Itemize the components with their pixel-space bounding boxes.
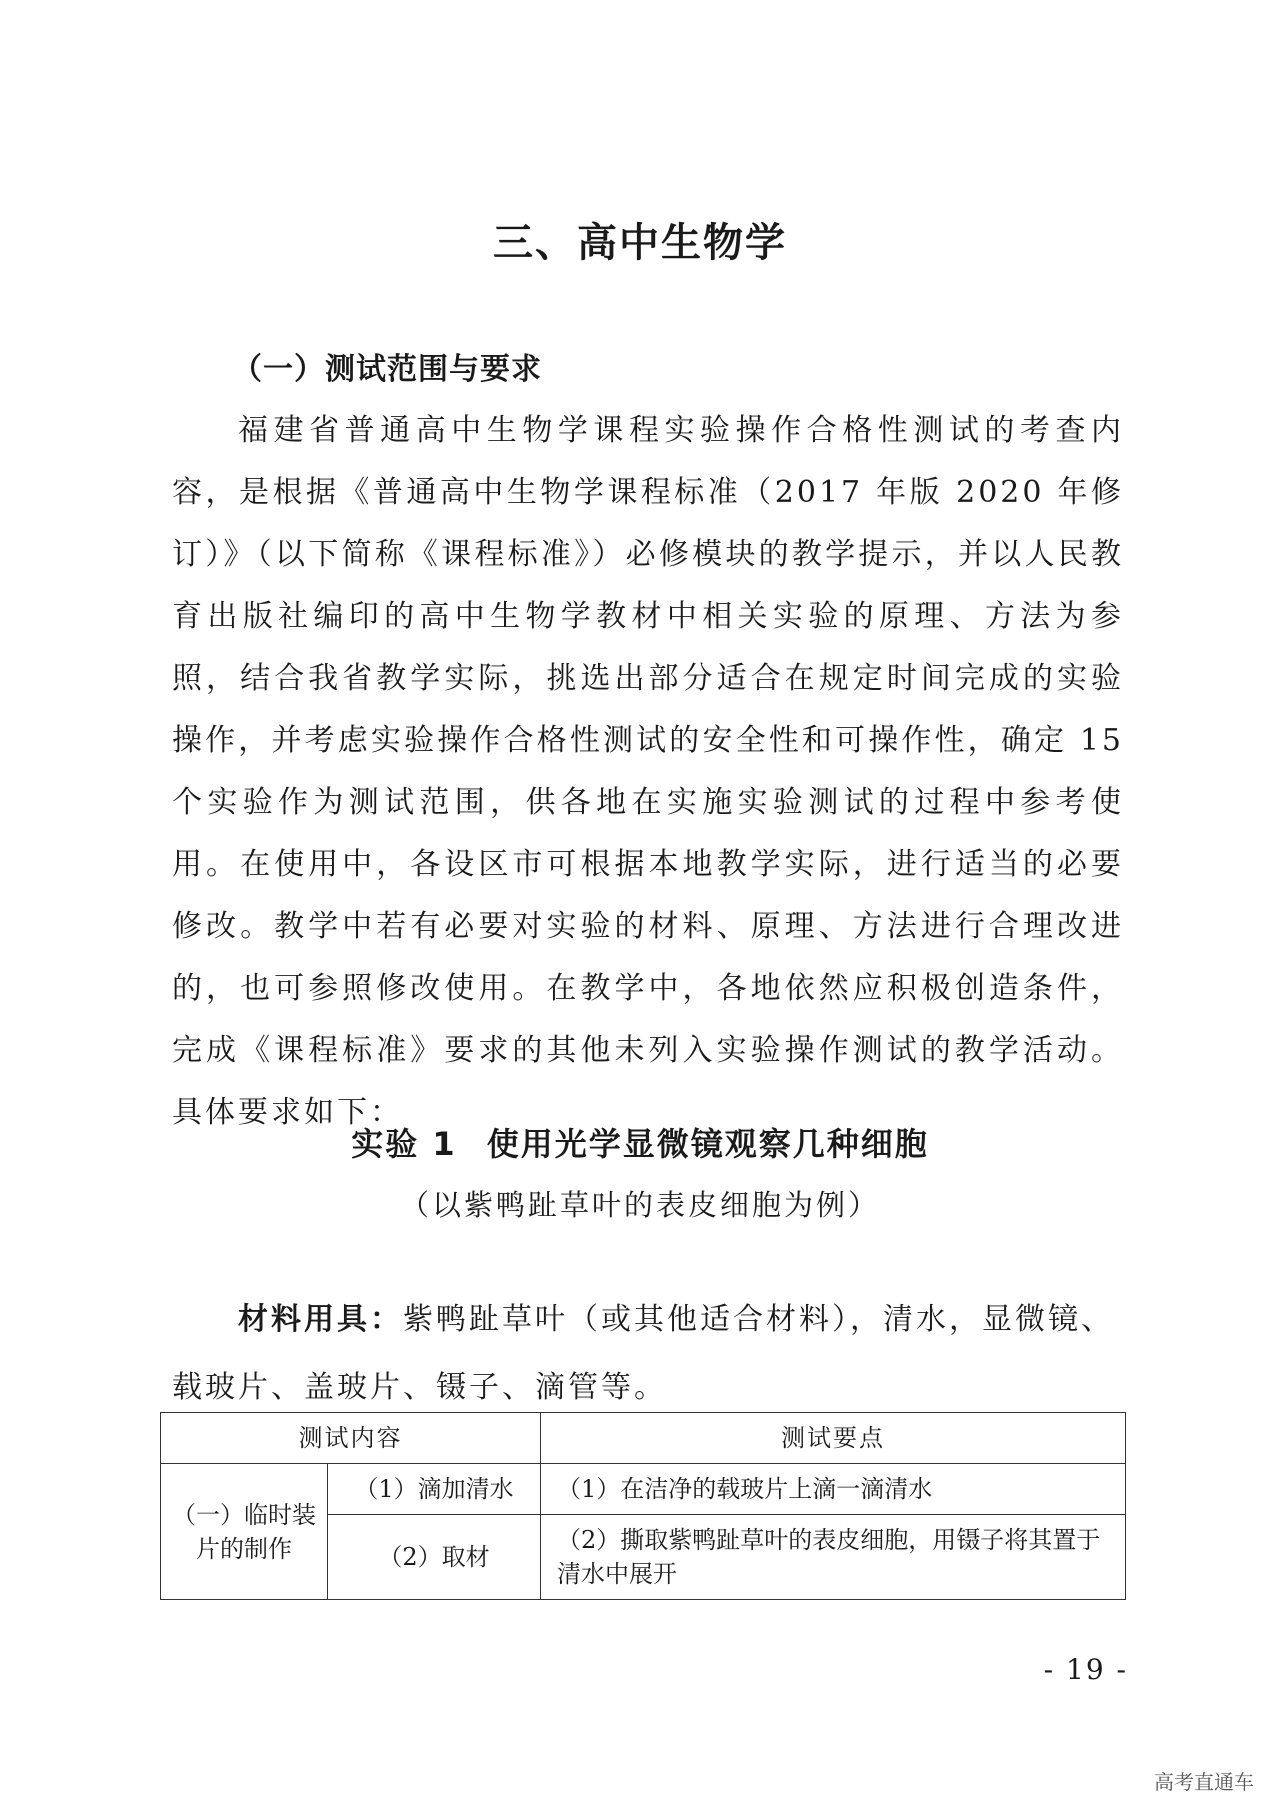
- experiment-subtitle: （以紫鸭趾草叶的表皮细胞为例）: [399, 1188, 880, 1222]
- table-row: [161, 1464, 1126, 1515]
- table-point-cell: （2）撕取紫鸭趾草叶的表皮细胞，用镊子将其置于清水中展开: [541, 1515, 1126, 1600]
- test-table: [160, 1412, 1126, 1600]
- experiment-name: 使用光学显微镜观察几种细胞: [486, 1125, 929, 1163]
- table-header-row: [161, 1413, 1126, 1464]
- experiment-title: [0, 1120, 1280, 1168]
- section-heading: （一）测试范围与要求: [232, 352, 542, 387]
- page-number: - 19 -: [1043, 1653, 1128, 1686]
- table-item-cell: （1）滴加清水: [328, 1464, 541, 1515]
- section-paragraph: 福建省普通高中生物学课程实验操作合格性测试的考查内容，是根据《普通高中生物学课程标准（2017 年版 2020 年修订）》（以下简称《课程标准》）必修模块的教学提示，并以人民教育出版社编印的高中生物学教材中相关实验的原理、方法为参照，结合我省教学实际，挑选出部分适合在规定时间完成的实验操作，并考虑实验操作合格性测试的安全性和可操作性，确定 15 个实验作为测试范围，供各地在实施实验测试的过程中参考使用。在使用中，各设区市可根据本地教学实际，进行适当的必要修改。教学中若有必要对实验的材料、原理、方法进行合理改进的，也可参照修改使用。在教学中，各地依然应积极创造条件，完成《课程标准》要求的其他未列入实验操作测试的教学活动。具体要求如下：: [172, 413, 1124, 1130]
- chapter-title: 三、高中生物学: [493, 220, 787, 266]
- header-test-points: 测试要点: [541, 1413, 1126, 1464]
- materials-paragraph: [172, 1286, 1124, 1422]
- table-item-cell: （2）取材: [328, 1515, 541, 1600]
- header-test-content: 测试内容: [161, 1413, 541, 1464]
- watermark: 高考直通车: [1154, 1770, 1254, 1794]
- materials-label: 材料用具：: [238, 1302, 403, 1337]
- table-point-cell: （1）在洁净的载玻片上滴一滴清水: [541, 1464, 1126, 1515]
- table-group-cell: （一）临时装片的制作: [161, 1464, 328, 1600]
- materials-text: 紫鸭趾草叶（或其他适合材料），清水，显微镜、载玻片、盖玻片、镊子、滴管等。: [172, 1302, 1114, 1405]
- experiment-number: 实验 1: [351, 1125, 457, 1163]
